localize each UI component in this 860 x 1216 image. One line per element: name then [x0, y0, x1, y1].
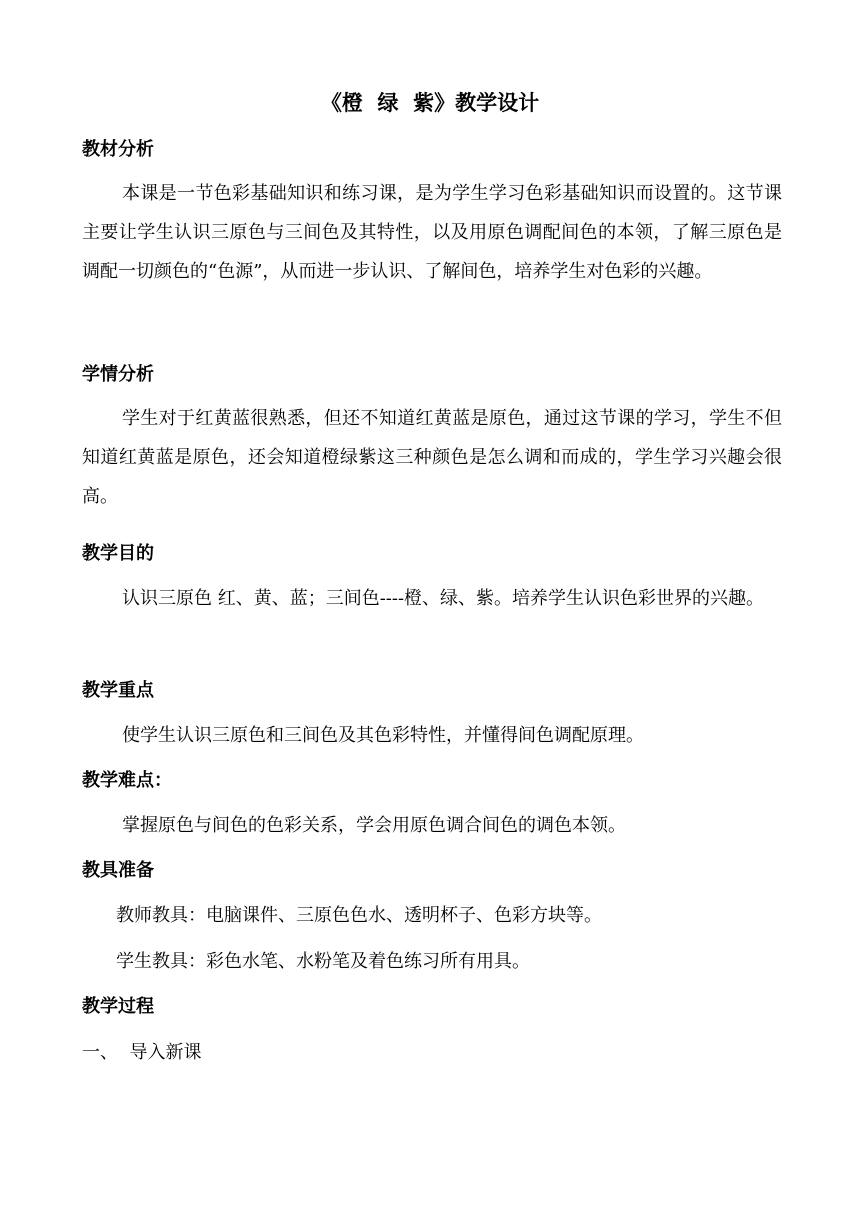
- section-paragraph-key-points: 使学生认识三原色和三间色及其色彩特性，并懂得间色调配原理。: [122, 725, 644, 746]
- teacher-aids-line: 教师教具：电脑课件、三原色色水、透明杯子、色彩方块等。: [116, 905, 602, 926]
- section-paragraph-textbook-analysis: 本课是一节色彩基础知识和练习课，是为学生学习色彩基础知识而设置的。这节课主要让学生认识三原色与三间色及其特性，以及用原色调配间色的本领，了解三原色是调配一切颜色的“色源”，从而进一步认识、了解间色，培养学生对色彩的兴趣。: [82, 183, 782, 282]
- section-heading-teaching-process: 教学过程: [82, 996, 154, 1017]
- section-heading-key-points: 教学重点: [82, 680, 154, 701]
- section-heading-teaching-objective: 教学目的: [82, 543, 154, 564]
- section-heading-student-analysis: 学情分析: [82, 364, 154, 385]
- process-list-item: 一、 导入新课: [82, 1042, 202, 1063]
- section-heading-textbook-analysis: 教材分析: [82, 139, 154, 160]
- section-heading-teaching-aids: 教具准备: [82, 860, 154, 881]
- document-title: 《橙 绿 紫》教学设计: [320, 91, 540, 115]
- section-paragraph-student-analysis: 学生对于红黄蓝很熟悉，但还不知道红黄蓝是原色，通过这节课的学习，学生不但知道红黄蓝是原色，还会知道橙绿紫这三种颜色是怎么调和而成的，学生学习兴趣会很高。: [82, 408, 782, 507]
- section-heading-difficult-points: 教学难点：: [82, 770, 172, 791]
- student-aids-line: 学生教具：彩色水笔、水粉笔及着色练习所有用具。: [116, 951, 530, 972]
- section-paragraph-difficult-points: 掌握原色与间色的色彩关系，学会用原色调合间色的调色本领。: [122, 815, 626, 836]
- section-paragraph-teaching-objective: 认识三原色 红、黄、蓝；三间色----橙、绿、紫。培养学生认识色彩世界的兴趣。: [122, 588, 765, 609]
